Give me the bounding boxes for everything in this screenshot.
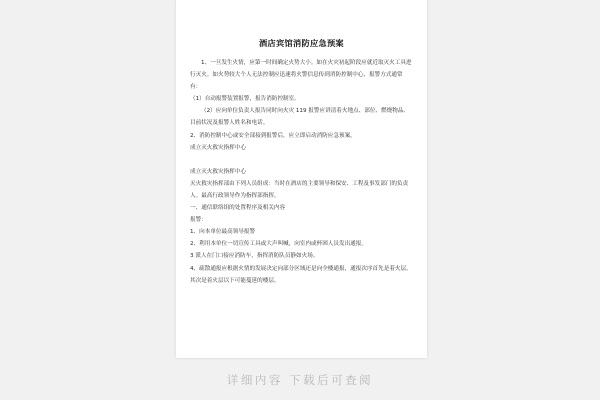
spacer (190, 154, 413, 166)
paragraph: 2、消防控制中心或安全部接到报警后，应立即启动消防应急预案， (190, 132, 356, 139)
paragraph: 2、利用本单位一切宣传工具或大声叫喊，向室内或杯困人员发出通报。 (190, 241, 367, 248)
document-title: 酒店宾馆消防应急预案 (259, 38, 344, 48)
paragraph: 4、疏散通报应根据火情的发展决定向部分区域还是向全楼通报，通报次序首先是着火层，其次是着火层以下可能蔓延的楼层。 (190, 265, 412, 284)
paragraph: 3 派人在门口接应消防车，指挥消防队员静如火场。 (190, 253, 319, 260)
paragraph: （2）应向单位负责人报告同时向火灾 119 报警应讲清着火地点、部位、燃烧物品、目前状况及报警人姓名和电话。 (190, 108, 409, 127)
paragraph: 成立灭火救灾指挥中心 (190, 168, 246, 175)
paragraph: 1、一旦发生火情，应第一时间确定火势大小。如在火灾初起阶段应就近取灭火工具进行灭火。如火势较大个人无法控制应迅速将火警信息传到消防控制中心，报警方式通常有： (190, 60, 412, 91)
paragraph: 一、通信联络组的处置程序及相关内容 (190, 205, 286, 212)
paragraph: 1、向本单位最高领导报警 (190, 229, 256, 236)
paragraph: 报警： (190, 217, 207, 224)
download-hint-caption: 详细内容 下载后可查阅 (226, 373, 374, 387)
paragraph: 成立灭火救灾指挥中心 (190, 144, 246, 151)
paragraph: （1）自动报警装置报警，报告消防控制室。 (190, 96, 300, 103)
paragraph: 灭火救灾指挥部由下列人员组成：当时在酒店的主要领导和保安、工程及事发部门的负责人。最高行政领导作为指挥部指挥。 (190, 180, 409, 199)
document-page (176, 0, 427, 358)
